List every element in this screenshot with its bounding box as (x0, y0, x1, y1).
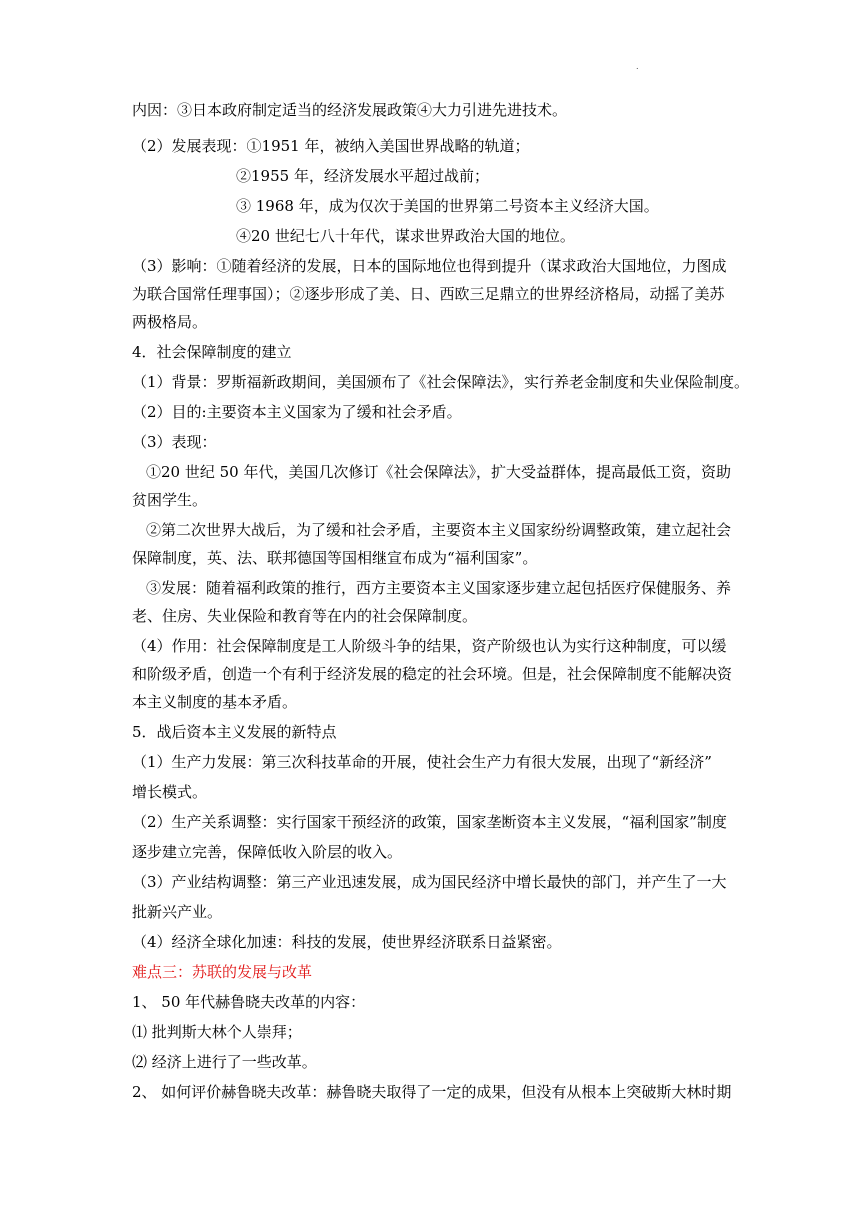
text-line: （2）生产关系调整：实行国家干预经济的政策，国家垄断资本主义发展，“福利国家”制度 (132, 813, 727, 831)
text-line: 和阶级矛盾，创造一个有利于经济发展的稳定的社会环境。但是，社会保障制度不能解决资 (132, 665, 733, 683)
text-line: 1、 50 年代赫鲁晓夫改革的内容： (132, 993, 366, 1011)
text-line: 为联合国常任理事国）；②逐步形成了美、日、西欧三足鼎立的世界经济格局，动摇了美苏 (132, 285, 725, 303)
text-line: 贫困学生。 (132, 491, 208, 509)
text-line: （4）经济全球化加速：科技的发展，使世界经济联系日益紧密。 (132, 933, 562, 951)
text-line: （3）影响：①随着经济的发展，日本的国际地位也得到提升（谋求政治大国地位，力图成 (132, 257, 727, 275)
text-line: （4）作用：社会保障制度是工人阶级斗争的结果，资产阶级也认为实行这种制度，可以缓 (132, 637, 727, 655)
header-dot: . (636, 62, 639, 71)
text-line: （2）发展表现：①1951 年，被纳入美国世界战略的轨道； (132, 137, 530, 155)
difficulty-heading: 难点三：苏联的发展与改革 (132, 963, 313, 981)
section-heading: 5．战后资本主义发展的新特点 (132, 723, 337, 741)
text-line: 批新兴产业。 (132, 903, 223, 921)
text-line: ②第二次世界大战后，为了缓和社会矛盾，主要资本主义国家纷纷调整政策，建立起社会 (146, 521, 732, 539)
text-line: ⑵ 经济上进行了一些改革。 (132, 1053, 317, 1071)
text-line: 2、 如何评价赫鲁晓夫改革：赫鲁晓夫取得了一定的成果，但没有从根本上突破斯大林时期 (132, 1083, 732, 1101)
text-line: （1）生产力发展：第三次科技革命的开展，使社会生产力有很大发展，出现了“新经济” (132, 753, 712, 771)
text-line: ③发展：随着福利政策的推行，西方主要资本主义国家逐步建立起包括医疗保健服务、养 (146, 579, 732, 597)
text-line: ④20 世纪七八十年代，谋求世界政治大国的地位。 (236, 227, 575, 245)
text-line: （2）目的:主要资本主义国家为了缓和社会矛盾。 (132, 403, 462, 421)
section-heading: 4．社会保障制度的建立 (132, 343, 292, 361)
text-line: 老、住房、失业保险和教育等在内的社会保障制度。 (132, 607, 478, 625)
text-line: ①20 世纪 50 年代，美国几次修订《社会保障法》，扩大受益群体，提高最低工资，资助 (146, 463, 731, 481)
text-line: （3）表现： (132, 433, 217, 451)
text-line: ②1955 年，经济发展水平超过战前； (236, 167, 489, 185)
text-line: 逐步建立完善，保障低收入阶层的收入。 (132, 843, 403, 861)
text-line: （1）背景：罗斯福新政期间，美国颁布了《社会保障法》，实行养老金制度和失业保险制度。 (132, 373, 750, 391)
text-line: 内因：③日本政府制定适当的经济发展政策④大力引进先进技术。 (132, 101, 568, 119)
text-line: 本主义制度的基本矛盾。 (132, 693, 298, 711)
text-line: 保障制度，英、法、联邦德国等国相继宣布成为“福利国家”。 (132, 549, 538, 567)
text-line: ⑴ 批判斯大林个人崇拜； (132, 1023, 302, 1041)
text-line: ③ 1968 年，成为仅次于美国的世界第二号资本主义经济大国。 (236, 197, 659, 215)
text-line: 两极格局。 (132, 313, 208, 331)
text-line: 增长模式。 (132, 783, 208, 801)
text-line: （3）产业结构调整：第三产业迅速发展，成为国民经济中增长最快的部门，并产生了一大 (132, 873, 727, 891)
